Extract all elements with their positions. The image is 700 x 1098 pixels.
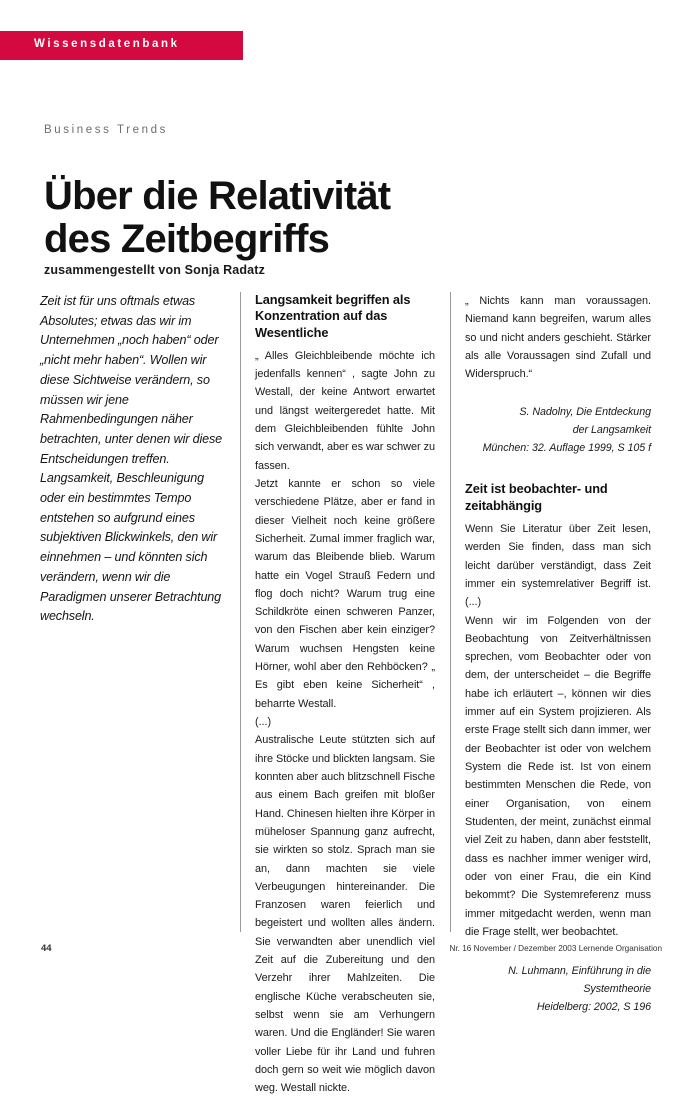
paragraph-c3-1: Wenn Sie Literatur über Zeit lesen, werden Sie finden, dass man sich leicht darüber verständigt, dass Zeit immer ein systemrelativer Begriff ist. (...)	[465, 522, 651, 609]
page-title-line-1: Über die Relativität	[44, 173, 391, 218]
section-banner-label: Wissensdatenbank	[34, 38, 180, 50]
section-heading-langsamkeit: Langsamkeit begriffen als Konzentration auf das Wesentliche	[255, 292, 411, 340]
section-heading-zeit-beobachter: Zeit ist beobachter- und zeitabhängig	[465, 481, 608, 513]
paragraph-c2-3: Australische Leute stützten sich auf ihre Stöcke und blickten langsam. Sie konnten aber auch blitzschnell Fische aus einem Bach greifen mit bloßer Hand. Chinesen hielten ihre Körper in müheloser Spannung ganz aufrecht, sie wirkten so stolz. Sprach man sie an, dann machten sie viele Verbeugungen hintereinander. Die Franzosen waren feierlich und begeistert und wollten alles ändern. Sie verwandten aber unendlich viel Zeit auf die Zubereitung und den Verzehr ihrer Mahlzeiten. Die englische Küche verabscheuten sie, selbst wenn sie am Verhungern waren. Und die Engländer! Sie waren voller Liebe für ihr Land und fuhren doch gern so weit wie möglich davon weg. Westall nickte.	[255, 734, 435, 1095]
column-one	[40, 292, 222, 932]
citation-nadolny-line-2: der Langsamkeit	[572, 423, 651, 436]
column-divider-1	[240, 292, 241, 932]
citation-luhmann-line-3: Heidelberg: 2002, S 196	[536, 1001, 651, 1014]
citation-luhmann-line-1: N. Luhmann, Einführung in die	[508, 965, 651, 978]
citation-nadolny-line-3: München: 32. Auflage 1999, S 105 f	[482, 441, 651, 454]
column-divider-2	[450, 292, 451, 932]
column-two	[255, 292, 435, 1095]
footer-page-number: 44	[41, 943, 52, 954]
lede-paragraph: Zeit ist für uns oftmals etwas Absolutes; etwas das wir im Unternehmen „noch haben“ oder „nicht mehr haben“. Wollen wir diese Sichtweise verändern, so müssen wir jene Rahmenbedingungen näher betrachten, unter denen wir diese Entscheidungen treffen. Langsamkeit, Beschleunigung oder ein bestimmtes Tempo entstehen so aufgrund eines subjektiven Blickwinkels, den wir einnehmen – und könnten sich verändern, wenn wir die Paradigmen unserer Betrachtung wechseln.	[40, 294, 222, 624]
paragraph-c2-1: „ Alles Gleichbleibende möchte ich jedenfalls kennen“ , sagte John zu Westall, der keine Antwort erwartet und längst weitergeredet hatte. Mit dem Gleichbleibenden fühlte John sich verwandt, aber es war schwer zu fassen.	[255, 349, 435, 472]
footer-issue-info: Nr. 16 November / Dezember 2003 Lernende Organisation	[449, 944, 662, 953]
paragraph-c2-ellipsis: (...)	[255, 716, 272, 728]
paragraph-c3-2: Wenn wir im Folgenden von der Beobachtung von Zeitverhältnissen sprechen, vom Beobachter oder von dem, der unterscheidet – die Begriffe habe ich erläutert –, können wir dies immer auf ein System projizieren. Als erste Frage stellt sich dann immer, wer der Beobachter ist oder von welchem System die Rede ist. Ist von einem bestimmten Menschen die Rede, von einer Organisation, von einem Studenten, der meint, zunächst einmal viel Zeit zu haben, dann aber feststellt, dass es nachher immer weniger wird, oder von einer Frau, die ein Kind bekommt? Die Systemreferenz muss immer mitgedacht werden, wenn man die Frage stellt, wer beobachtet.	[465, 614, 651, 938]
page-title	[44, 175, 514, 261]
article-byline: zusammengestellt von Sonja Radatz	[44, 263, 265, 277]
page-title-line-2: des Zeitbegriffs	[44, 216, 330, 261]
citation-luhmann	[465, 963, 651, 1017]
citation-nadolny-line-1: S. Nadolny, Die Entdeckung	[519, 405, 651, 418]
citation-nadolny	[465, 404, 651, 458]
pull-quote-nadolny: „ Nichts kann man voraussagen. Niemand kann begreifen, warum alles so und nicht anders geschieht. Stärker als alle Voraussagen sind Zufall und Widerspruch.“	[465, 295, 651, 381]
article-kicker: Business Trends	[44, 124, 169, 136]
citation-luhmann-line-2: Systemtheorie	[583, 983, 651, 996]
paragraph-c2-2: Jetzt kannte er schon so viele verschiedene Plätze, aber er fand in dieser Vielheit noch keine größere Sicherheit. Zumal immer fraglich war, warum das Bleibende blieb. Warum hatte ein Vogel Strauß Federn und flog doch nicht? Warum trug eine Schildkröte einen schweren Panzer, von den Fischen aber kein einziger? Warum wuchsen Hengsten keine Hörner, wohl aber den Rehböcken? „ Es gibt eben keine Sicherheit“ , beharrte Westall.	[255, 477, 435, 710]
